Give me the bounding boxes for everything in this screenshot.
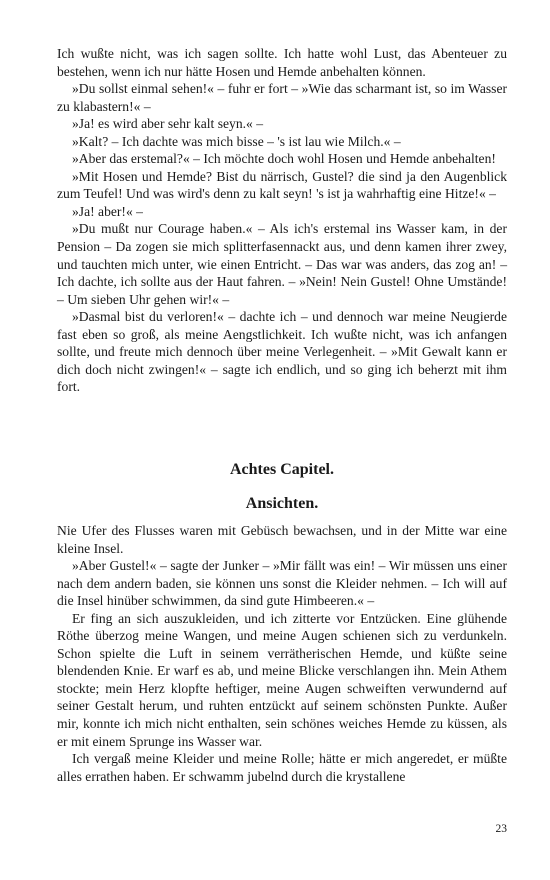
paragraph: »Du mußt nur Courage haben.« – Als ich's erstemal ins Wasser kam, in der Pension – Da zogen sie mich splitterfasennackt aus, und denn kamen ihrer zwey, und tauchten mich unter, wie einen Entricht. – Das war was anders, das zog an! – Ich dachte, ich sollte aus der Haut fahren. – »Nein! Nein Gustel! Ohne Umstände! – Um sieben Uhr gehen wir!« – bbox=[57, 221, 507, 307]
chapter-title: Achtes Capitel. bbox=[230, 461, 334, 478]
paragraph: Ich vergaß meine Kleider und meine Rolle; hätte er mich angeredet, er müßte alles errathen haben. Er schwamm jubelnd durch die krystallene bbox=[57, 751, 507, 784]
paragraph: »Mit Hosen und Hemde? Bist du närrisch, Gustel? die sind ja den Augenblick zum Teufel! Und was wird's denn zu kalt seyn! 's ist ja wahrhaftig eine Hitze!« – bbox=[57, 168, 507, 202]
page-number: 23 bbox=[495, 823, 507, 835]
paragraph: »Dasmal bist du verloren!« – dachte ich – und dennoch war meine Neugierde fast eben so groß, als meine Aengstlichkeit. Ich wußte nicht, was ich anfangen sollte, und freute mich dennoch über meine Verlegenheit. – »Mit Gewalt kann er dich doch nicht zwingen!« – sagte ich endlich, und so ging ich beherzt mit ihm fort. bbox=[57, 309, 507, 395]
paragraph: Nie Ufer des Flusses waren mit Gebüsch bewachsen, und in der Mitte war eine kleine Insel. bbox=[57, 523, 507, 556]
paragraph: »Du sollst einmal sehen!« – fuhr er fort – »Wie das scharmant ist, so im Wasser zu klabastern!« – bbox=[57, 81, 507, 114]
chapter-subtitle: Ansichten. bbox=[245, 495, 319, 512]
paragraph: »Aber Gustel!« – sagte der Junker – »Mir fällt was ein! – Wir müssen uns einer nach dem andern baden, sie können uns sonst die Kleider nehmen. – Ich will auf die Insel hinüber schwimmen, da sind gute Himbeeren.« – bbox=[57, 558, 507, 609]
text-block-before-chapter bbox=[57, 45, 507, 396]
paragraph: Er fing an sich auszukleiden, und ich zitterte vor Entzücken. Eine glühende Röthe überzog meine Wangen, und meine Augen schienen sich zu verdunkeln. Schon spielte die Luft in seinem verrätherischen Hemde, und küßte seine blendenden Knie. Er warf es ab, und meine Blicke verschlangen ihn. Mein Athem stockte; mein Herz klopfte heftiger, meine Augen schweiften verwundernd auf seiner Gestalt herum, und ruhten entzückt auf seinem schönsten Punkte. Außer mir, konnte ich mich nicht enthalten, sein schönes weiches Hemde zu küssen, als er mit einem Sprunge ins Wasser war. bbox=[57, 610, 507, 749]
paragraph: »Ja! aber!« – bbox=[72, 203, 143, 219]
paragraph: »Ja! es wird aber sehr kalt seyn.« – bbox=[72, 116, 264, 132]
paragraph: »Aber das erstemal?« – Ich möchte doch wohl Hosen und Hemde anbehalten! bbox=[72, 151, 496, 167]
paragraph: Ich wußte nicht, was ich sagen sollte. Ich hatte wohl Lust, das Abenteuer zu bestehen, wenn ich nur hätte Hosen und Hemde anbehalten können. bbox=[57, 46, 507, 79]
text-block-after-chapter bbox=[57, 522, 507, 785]
paragraph: »Kalt? – Ich dachte was mich bisse – 's ist lau wie Milch.« – bbox=[72, 133, 401, 149]
